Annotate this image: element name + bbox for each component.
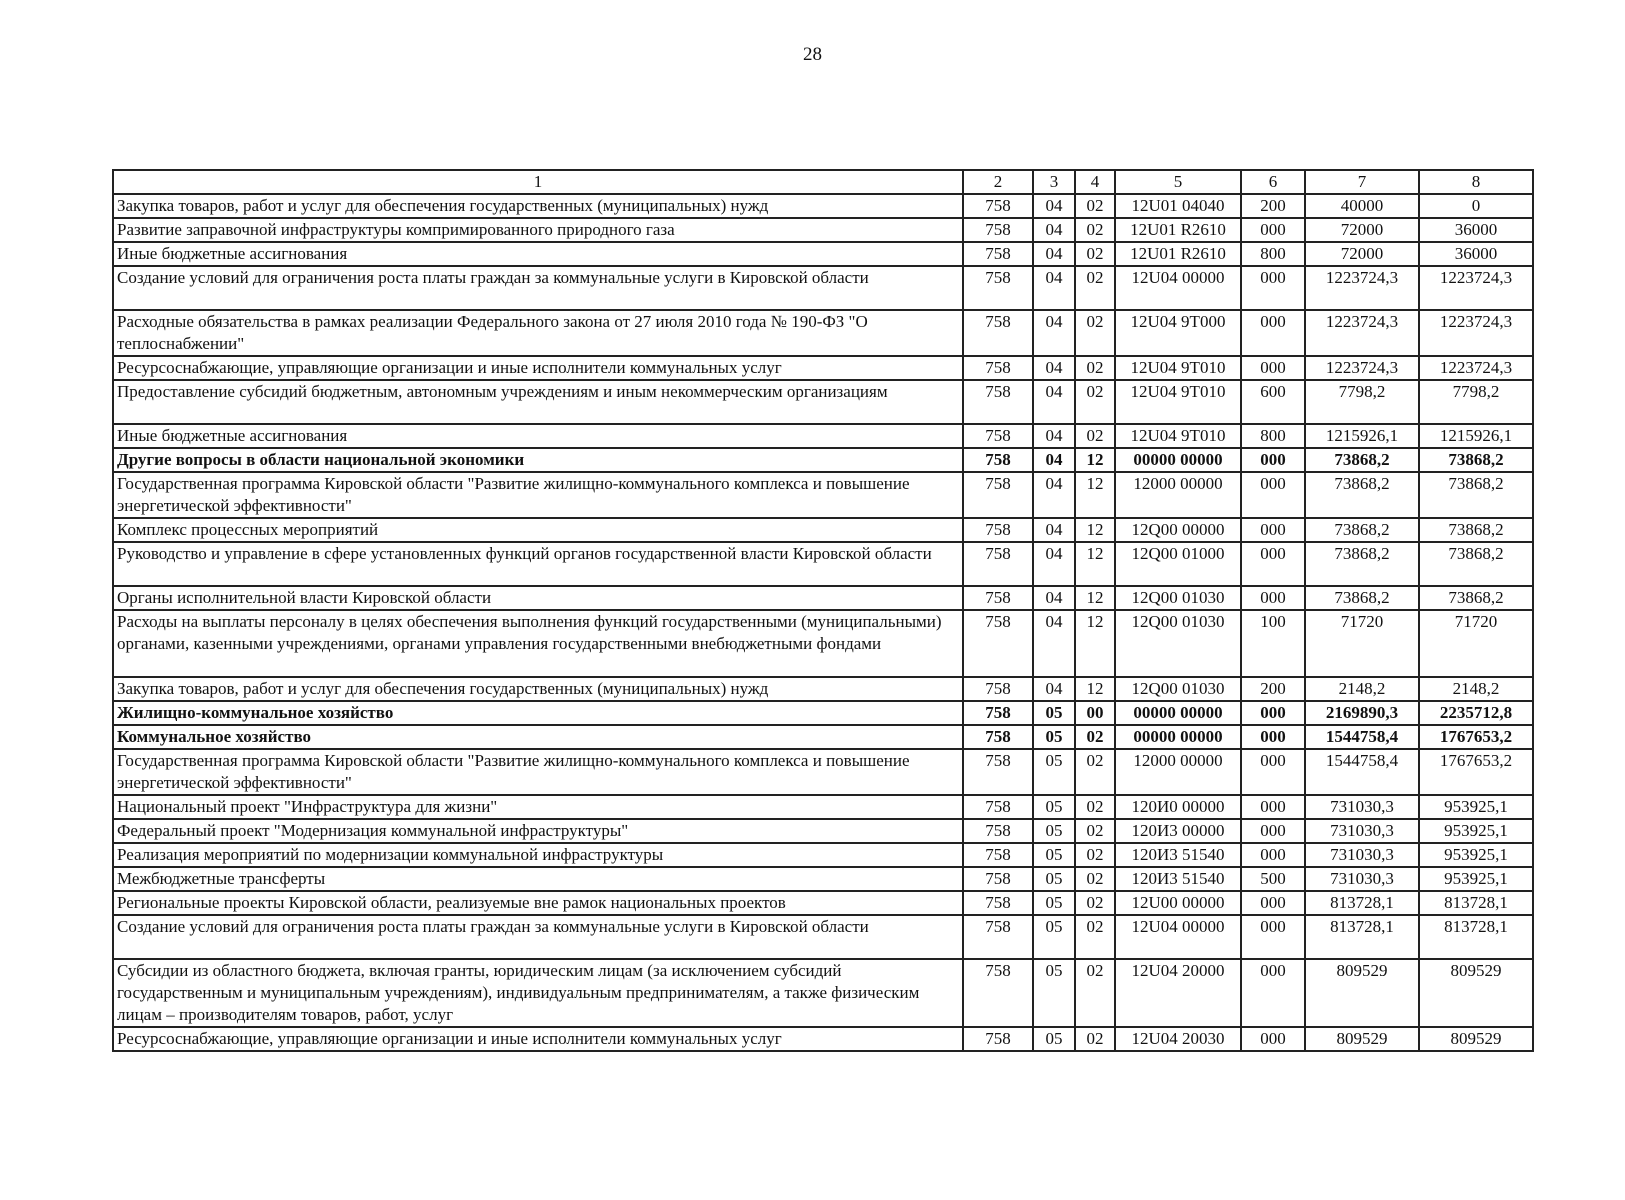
cell-col-4: 12 (1075, 542, 1115, 586)
cell-col-3: 04 (1033, 542, 1075, 586)
cell-col-4: 02 (1075, 749, 1115, 795)
cell-col-6: 800 (1241, 424, 1305, 448)
cell-col-3: 05 (1033, 701, 1075, 725)
cell-col-3: 04 (1033, 218, 1075, 242)
cell-col-3: 05 (1033, 1027, 1075, 1051)
cell-col-2: 758 (963, 915, 1033, 959)
cell-col-8: 1223724,3 (1419, 310, 1533, 356)
cell-col-7: 2169890,3 (1305, 701, 1419, 725)
header-col-4: 4 (1075, 170, 1115, 194)
table-row (113, 424, 1533, 448)
cell-col-3: 04 (1033, 586, 1075, 610)
cell-name: Жилищно-коммунальное хозяйство (113, 701, 963, 725)
cell-col-8: 953925,1 (1419, 819, 1533, 843)
cell-col-5: 12000 00000 (1115, 749, 1241, 795)
cell-col-4: 12 (1075, 610, 1115, 677)
cell-col-6: 000 (1241, 795, 1305, 819)
cell-col-3: 04 (1033, 677, 1075, 701)
header-col-3: 3 (1033, 170, 1075, 194)
cell-col-6: 000 (1241, 749, 1305, 795)
cell-name: Руководство и управление в сфере установленных функций органов государственной власти Кировской области (113, 542, 963, 586)
cell-col-8: 7798,2 (1419, 380, 1533, 424)
cell-name: Иные бюджетные ассигнования (113, 242, 963, 266)
cell-col-8: 73868,2 (1419, 542, 1533, 586)
cell-col-3: 04 (1033, 424, 1075, 448)
cell-name: Коммунальное хозяйство (113, 725, 963, 749)
cell-col-6: 200 (1241, 677, 1305, 701)
cell-col-7: 1215926,1 (1305, 424, 1419, 448)
cell-name: Государственная программа Кировской области "Развитие жилищно-коммунального комплекса и повышение энергетической эффективности" (113, 749, 963, 795)
cell-col-5: 00000 00000 (1115, 701, 1241, 725)
cell-col-4: 02 (1075, 725, 1115, 749)
cell-col-7: 40000 (1305, 194, 1419, 218)
cell-col-5: 12U04 20030 (1115, 1027, 1241, 1051)
cell-col-6: 000 (1241, 542, 1305, 586)
cell-col-4: 02 (1075, 819, 1115, 843)
cell-name: Расходы на выплаты персоналу в целях обеспечения выполнения функций государственными (муниципальными) органами, казенными учреждениями, органами управления государственными внебюджетными фондами (113, 610, 963, 677)
table-row (113, 819, 1533, 843)
cell-col-6: 000 (1241, 518, 1305, 542)
cell-col-6: 000 (1241, 356, 1305, 380)
cell-col-6: 000 (1241, 310, 1305, 356)
cell-col-8: 953925,1 (1419, 843, 1533, 867)
cell-name: Закупка товаров, работ и услуг для обеспечения государственных (муниципальных) нужд (113, 677, 963, 701)
table-row (113, 310, 1533, 356)
cell-name: Ресурсоснабжающие, управляющие организации и иные исполнители коммунальных услуг (113, 1027, 963, 1051)
table-row (113, 266, 1533, 310)
cell-col-8: 813728,1 (1419, 915, 1533, 959)
cell-col-4: 02 (1075, 310, 1115, 356)
cell-col-7: 731030,3 (1305, 795, 1419, 819)
cell-col-6: 100 (1241, 610, 1305, 677)
cell-col-6: 000 (1241, 586, 1305, 610)
cell-col-4: 12 (1075, 677, 1115, 701)
cell-col-4: 12 (1075, 448, 1115, 472)
table-row (113, 1027, 1533, 1051)
cell-col-3: 05 (1033, 891, 1075, 915)
cell-col-3: 05 (1033, 959, 1075, 1027)
cell-col-4: 02 (1075, 356, 1115, 380)
cell-col-2: 758 (963, 795, 1033, 819)
table-row (113, 891, 1533, 915)
cell-col-5: 12Q00 01030 (1115, 677, 1241, 701)
cell-name: Федеральный проект "Модернизация коммунальной инфраструктуры" (113, 819, 963, 843)
cell-col-6: 000 (1241, 266, 1305, 310)
cell-col-7: 813728,1 (1305, 891, 1419, 915)
cell-col-3: 04 (1033, 310, 1075, 356)
cell-col-2: 758 (963, 518, 1033, 542)
cell-col-5: 12Q00 01030 (1115, 586, 1241, 610)
cell-col-5: 12U04 9T010 (1115, 356, 1241, 380)
cell-col-5: 12U00 00000 (1115, 891, 1241, 915)
table-row (113, 194, 1533, 218)
cell-col-4: 02 (1075, 218, 1115, 242)
cell-col-8: 73868,2 (1419, 448, 1533, 472)
cell-col-6: 000 (1241, 959, 1305, 1027)
table-row (113, 959, 1533, 1027)
cell-col-3: 05 (1033, 749, 1075, 795)
cell-col-2: 758 (963, 610, 1033, 677)
table-row (113, 610, 1533, 677)
cell-col-3: 04 (1033, 518, 1075, 542)
cell-col-7: 731030,3 (1305, 819, 1419, 843)
header-col-1: 1 (113, 170, 963, 194)
cell-col-2: 758 (963, 891, 1033, 915)
cell-col-3: 04 (1033, 380, 1075, 424)
table-row (113, 701, 1533, 725)
cell-col-4: 02 (1075, 843, 1115, 867)
cell-col-8: 0 (1419, 194, 1533, 218)
cell-name: Национальный проект "Инфраструктура для жизни" (113, 795, 963, 819)
cell-col-4: 02 (1075, 266, 1115, 310)
cell-col-7: 73868,2 (1305, 586, 1419, 610)
table-row (113, 242, 1533, 266)
cell-col-3: 04 (1033, 194, 1075, 218)
cell-col-7: 1223724,3 (1305, 310, 1419, 356)
cell-col-3: 04 (1033, 610, 1075, 677)
cell-col-8: 73868,2 (1419, 586, 1533, 610)
cell-col-8: 71720 (1419, 610, 1533, 677)
cell-col-5: 12Q00 01000 (1115, 542, 1241, 586)
table-row (113, 843, 1533, 867)
header-col-5: 5 (1115, 170, 1241, 194)
table-row (113, 915, 1533, 959)
cell-col-6: 800 (1241, 242, 1305, 266)
cell-col-6: 000 (1241, 819, 1305, 843)
cell-col-7: 731030,3 (1305, 867, 1419, 891)
cell-col-5: 120И0 00000 (1115, 795, 1241, 819)
cell-col-5: 12U01 R2610 (1115, 242, 1241, 266)
cell-col-6: 000 (1241, 448, 1305, 472)
cell-col-5: 00000 00000 (1115, 448, 1241, 472)
cell-col-2: 758 (963, 542, 1033, 586)
cell-col-3: 04 (1033, 242, 1075, 266)
table-header (113, 170, 1533, 194)
cell-col-6: 500 (1241, 867, 1305, 891)
cell-col-2: 758 (963, 448, 1033, 472)
table-row (113, 867, 1533, 891)
cell-col-6: 000 (1241, 843, 1305, 867)
cell-col-8: 1223724,3 (1419, 266, 1533, 310)
cell-col-5: 12U01 04040 (1115, 194, 1241, 218)
cell-col-2: 758 (963, 356, 1033, 380)
table-row (113, 518, 1533, 542)
cell-col-7: 73868,2 (1305, 448, 1419, 472)
cell-col-2: 758 (963, 242, 1033, 266)
cell-col-2: 758 (963, 677, 1033, 701)
page-number: 28 (803, 44, 822, 65)
cell-col-2: 758 (963, 194, 1033, 218)
cell-col-2: 758 (963, 472, 1033, 518)
cell-col-4: 02 (1075, 424, 1115, 448)
cell-col-5: 12U04 9T000 (1115, 310, 1241, 356)
cell-col-6: 000 (1241, 1027, 1305, 1051)
cell-col-8: 36000 (1419, 242, 1533, 266)
cell-col-6: 000 (1241, 218, 1305, 242)
header-col-7: 7 (1305, 170, 1419, 194)
cell-col-4: 12 (1075, 518, 1115, 542)
cell-col-5: 120И3 51540 (1115, 867, 1241, 891)
cell-col-5: 12U04 00000 (1115, 915, 1241, 959)
cell-name: Создание условий для ограничения роста платы граждан за коммунальные услуги в Кировской области (113, 266, 963, 310)
cell-name: Расходные обязательства в рамках реализации Федерального закона от 27 июля 2010 года № 190-ФЗ "О теплоснабжении" (113, 310, 963, 356)
cell-col-7: 71720 (1305, 610, 1419, 677)
cell-col-8: 2148,2 (1419, 677, 1533, 701)
cell-col-6: 000 (1241, 891, 1305, 915)
cell-name: Другие вопросы в области национальной экономики (113, 448, 963, 472)
cell-col-7: 73868,2 (1305, 472, 1419, 518)
header-row (113, 170, 1533, 194)
cell-col-3: 05 (1033, 915, 1075, 959)
table-row (113, 472, 1533, 518)
cell-col-7: 73868,2 (1305, 542, 1419, 586)
cell-col-8: 2235712,8 (1419, 701, 1533, 725)
table-row (113, 725, 1533, 749)
cell-col-3: 05 (1033, 867, 1075, 891)
cell-col-8: 813728,1 (1419, 891, 1533, 915)
cell-col-6: 000 (1241, 915, 1305, 959)
cell-col-2: 758 (963, 867, 1033, 891)
cell-col-2: 758 (963, 380, 1033, 424)
cell-col-3: 05 (1033, 819, 1075, 843)
cell-col-7: 1544758,4 (1305, 749, 1419, 795)
cell-col-6: 600 (1241, 380, 1305, 424)
cell-col-7: 2148,2 (1305, 677, 1419, 701)
cell-col-2: 758 (963, 266, 1033, 310)
cell-col-3: 04 (1033, 356, 1075, 380)
cell-col-5: 12Q00 01030 (1115, 610, 1241, 677)
cell-col-7: 72000 (1305, 218, 1419, 242)
cell-col-2: 758 (963, 843, 1033, 867)
cell-col-4: 12 (1075, 472, 1115, 518)
cell-name: Создание условий для ограничения роста платы граждан за коммунальные услуги в Кировской области (113, 915, 963, 959)
cell-col-2: 758 (963, 424, 1033, 448)
cell-col-7: 809529 (1305, 959, 1419, 1027)
cell-col-6: 000 (1241, 725, 1305, 749)
table-row (113, 586, 1533, 610)
cell-name: Иные бюджетные ассигнования (113, 424, 963, 448)
cell-col-2: 758 (963, 959, 1033, 1027)
table-row (113, 677, 1533, 701)
cell-col-7: 1223724,3 (1305, 356, 1419, 380)
cell-name: Предоставление субсидий бюджетным, автономным учреждениям и иным некоммерческим организациям (113, 380, 963, 424)
cell-col-6: 200 (1241, 194, 1305, 218)
cell-col-8: 1223724,3 (1419, 356, 1533, 380)
cell-col-8: 73868,2 (1419, 518, 1533, 542)
cell-col-5: 12U01 R2610 (1115, 218, 1241, 242)
cell-col-3: 04 (1033, 266, 1075, 310)
cell-col-7: 73868,2 (1305, 518, 1419, 542)
cell-col-4: 02 (1075, 915, 1115, 959)
header-col-6: 6 (1241, 170, 1305, 194)
cell-col-6: 000 (1241, 701, 1305, 725)
cell-col-5: 12000 00000 (1115, 472, 1241, 518)
cell-col-6: 000 (1241, 472, 1305, 518)
cell-col-8: 36000 (1419, 218, 1533, 242)
cell-col-7: 813728,1 (1305, 915, 1419, 959)
cell-name: Межбюджетные трансферты (113, 867, 963, 891)
cell-col-8: 1215926,1 (1419, 424, 1533, 448)
cell-col-3: 05 (1033, 843, 1075, 867)
cell-col-4: 02 (1075, 959, 1115, 1027)
table-row (113, 448, 1533, 472)
cell-col-2: 758 (963, 701, 1033, 725)
cell-name: Реализация мероприятий по модернизации коммунальной инфраструктуры (113, 843, 963, 867)
table-row (113, 749, 1533, 795)
budget-table (112, 169, 1534, 1052)
cell-col-7: 731030,3 (1305, 843, 1419, 867)
cell-name: Субсидии из областного бюджета, включая гранты, юридическим лицам (за исключением субсидий государственным и муниципальным учреждениям), индивидуальным предпринимателям, а также физическим лицам – производителям товаров, работ, услуг (113, 959, 963, 1027)
cell-col-8: 809529 (1419, 959, 1533, 1027)
cell-col-7: 72000 (1305, 242, 1419, 266)
table-body (113, 194, 1533, 1051)
cell-col-2: 758 (963, 749, 1033, 795)
cell-col-8: 953925,1 (1419, 795, 1533, 819)
cell-col-5: 120И3 51540 (1115, 843, 1241, 867)
cell-name: Государственная программа Кировской области "Развитие жилищно-коммунального комплекса и повышение энергетической эффективности" (113, 472, 963, 518)
cell-col-8: 809529 (1419, 1027, 1533, 1051)
table-row (113, 380, 1533, 424)
header-col-8: 8 (1419, 170, 1533, 194)
cell-col-7: 1223724,3 (1305, 266, 1419, 310)
cell-col-2: 758 (963, 586, 1033, 610)
cell-col-8: 1767653,2 (1419, 749, 1533, 795)
cell-name: Развитие заправочной инфраструктуры компримированного природного газа (113, 218, 963, 242)
cell-col-5: 00000 00000 (1115, 725, 1241, 749)
cell-col-4: 02 (1075, 194, 1115, 218)
cell-col-3: 04 (1033, 448, 1075, 472)
cell-col-4: 02 (1075, 242, 1115, 266)
cell-col-8: 73868,2 (1419, 472, 1533, 518)
cell-col-5: 12U04 20000 (1115, 959, 1241, 1027)
cell-col-2: 758 (963, 1027, 1033, 1051)
cell-col-2: 758 (963, 218, 1033, 242)
cell-col-4: 12 (1075, 586, 1115, 610)
cell-col-7: 7798,2 (1305, 380, 1419, 424)
cell-col-4: 02 (1075, 1027, 1115, 1051)
cell-col-7: 809529 (1305, 1027, 1419, 1051)
cell-col-5: 12U04 00000 (1115, 266, 1241, 310)
cell-col-8: 953925,1 (1419, 867, 1533, 891)
cell-col-4: 02 (1075, 795, 1115, 819)
cell-col-2: 758 (963, 819, 1033, 843)
cell-name: Комплекс процессных мероприятий (113, 518, 963, 542)
cell-name: Закупка товаров, работ и услуг для обеспечения государственных (муниципальных) нужд (113, 194, 963, 218)
cell-col-4: 02 (1075, 891, 1115, 915)
cell-col-4: 00 (1075, 701, 1115, 725)
table-row (113, 542, 1533, 586)
cell-col-4: 02 (1075, 867, 1115, 891)
cell-col-3: 04 (1033, 472, 1075, 518)
cell-col-8: 1767653,2 (1419, 725, 1533, 749)
table-row (113, 356, 1533, 380)
cell-col-2: 758 (963, 725, 1033, 749)
cell-col-3: 05 (1033, 725, 1075, 749)
header-col-2: 2 (963, 170, 1033, 194)
cell-name: Региональные проекты Кировской области, реализуемые вне рамок национальных проектов (113, 891, 963, 915)
cell-col-5: 12U04 9T010 (1115, 424, 1241, 448)
table-row (113, 795, 1533, 819)
cell-col-5: 120И3 00000 (1115, 819, 1241, 843)
cell-col-4: 02 (1075, 380, 1115, 424)
table-row (113, 218, 1533, 242)
cell-col-5: 12U04 9T010 (1115, 380, 1241, 424)
cell-name: Ресурсоснабжающие, управляющие организации и иные исполнители коммунальных услуг (113, 356, 963, 380)
cell-col-7: 1544758,4 (1305, 725, 1419, 749)
cell-col-2: 758 (963, 310, 1033, 356)
cell-name: Органы исполнительной власти Кировской области (113, 586, 963, 610)
cell-col-3: 05 (1033, 795, 1075, 819)
cell-col-5: 12Q00 00000 (1115, 518, 1241, 542)
